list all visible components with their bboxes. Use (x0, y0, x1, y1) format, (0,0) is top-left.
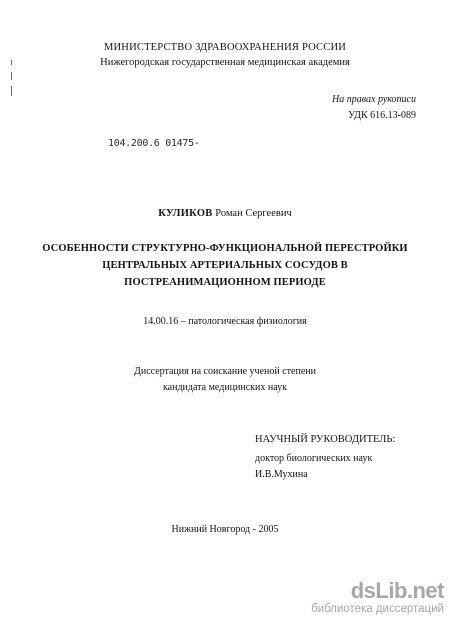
city-year: Нижний Новгород - 2005 (171, 524, 279, 535)
author-surname: КУЛИКОВ (158, 208, 213, 219)
library-stamp-number: 104.200.6 01475- (108, 138, 200, 149)
dissertation-title-line: ЦЕНТРАЛЬНЫХ АРТЕРИАЛЬНЫХ СОСУДОВ В (102, 260, 348, 271)
author-given-names: Роман Сергеевич (215, 208, 292, 219)
udk-code: УДК 616.13-089 (348, 110, 416, 121)
watermark-logo: dsLib.net (350, 578, 444, 603)
dissertation-title-line: ПОСТРЕАНИМАЦИОННОМ ПЕРИОДЕ (124, 277, 326, 288)
dslib-watermark (311, 580, 444, 616)
academy-name: Нижегородская государственная медицинская академия (100, 57, 350, 68)
dissertation-title-line: ОСОБЕННОСТИ СТРУКТУРНО-ФУНКЦИОНАЛЬНОЙ ПЕРЕСТРОЙКИ (42, 243, 408, 254)
degree-name: кандидата медицинских наук (162, 382, 288, 393)
scan-margin-mark (11, 86, 12, 96)
supervisor-name: И.В.Мухина (255, 469, 308, 480)
watermark-subtitle: библиотека диссертаций (311, 603, 444, 615)
supervisor-degree: доктор биологических наук (255, 453, 373, 464)
supervisor-heading: НАУЧНЫЙ РУКОВОДИТЕЛЬ: (255, 434, 396, 445)
manuscript-note: На правах рукописи (332, 94, 416, 105)
author-line (0, 208, 450, 219)
scan-margin-mark (11, 72, 12, 80)
degree-statement: Диссертация на соискание ученой степени (134, 366, 316, 377)
specialty-code: 14.00.16 – патологическая физиология (143, 316, 307, 327)
ministry-name: МИНИСТЕРСТВО ЗДРАВООХРАНЕНИЯ РОССИИ (103, 42, 347, 53)
